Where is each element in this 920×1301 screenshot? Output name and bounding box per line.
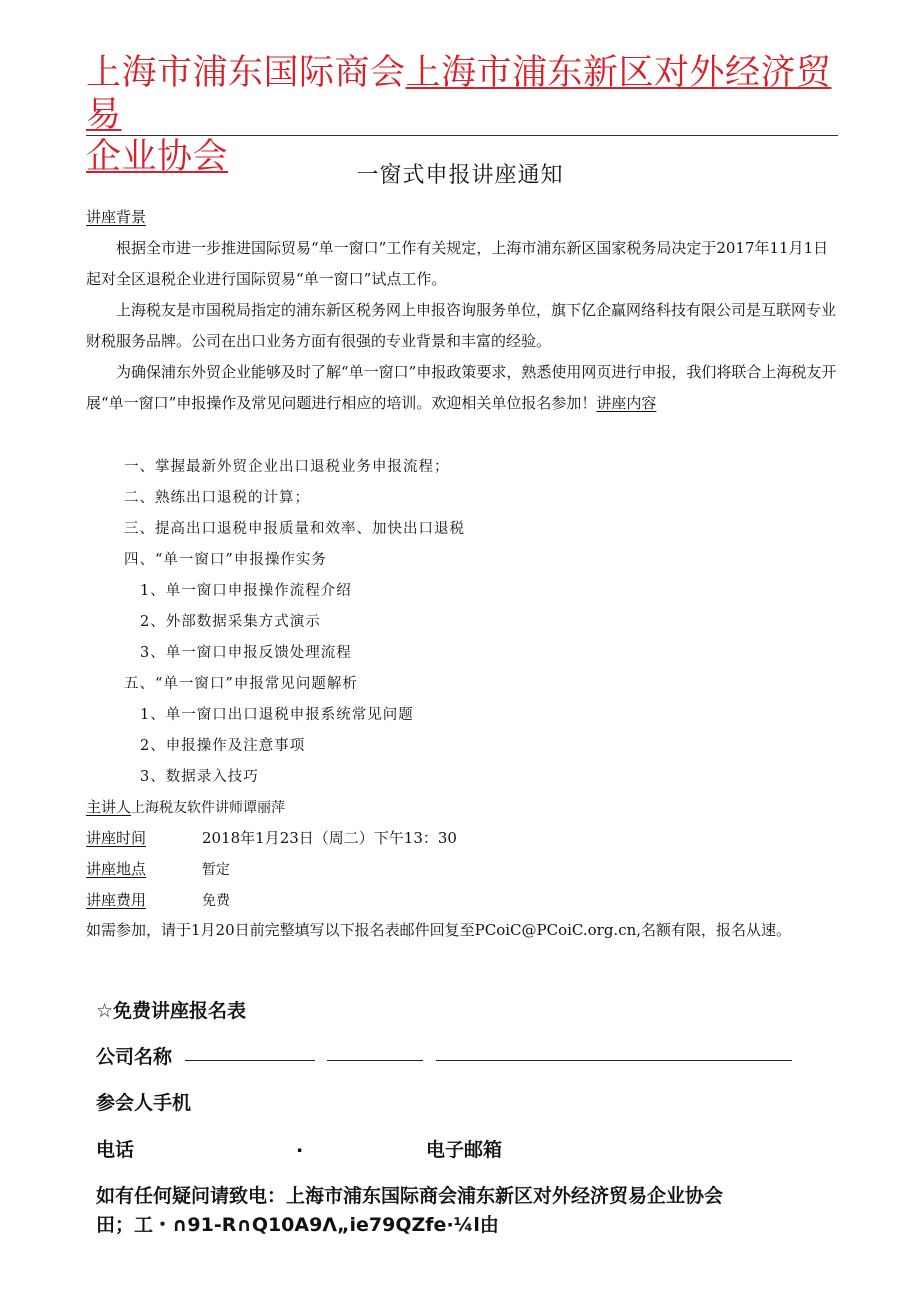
content-subitem-5-1: 1、单一窗口出口退税申报系统常见问题 [140, 707, 414, 723]
form-title: ☆免费讲座报名表 [96, 1000, 247, 1022]
speaker-row [86, 796, 285, 817]
fee-row [86, 889, 230, 910]
contact-line-1: 如有任何疑问请致电：上海市浦东国际商会浦东新区对外经济贸易企业协会 [96, 1185, 724, 1207]
content-heading: 讲座内容 [596, 394, 657, 412]
header-divider [86, 135, 838, 136]
time-value: 2018年1月23日（周二）下午13：30 [202, 829, 457, 847]
time-row [86, 827, 457, 848]
company-row [96, 1042, 792, 1069]
document-title: 一窗式申报讲座通知 [356, 163, 564, 188]
org-name-1: 上海市浦东国际商会 [86, 53, 406, 93]
content-subitem-4-3: 3、单一窗口申报反馈处理流程 [140, 645, 352, 661]
place-row [86, 858, 230, 879]
content-item-5: 五、“单一窗口”申报常见问题解析 [124, 676, 358, 692]
company-line-1[interactable] [185, 1060, 315, 1061]
content-item-2: 二、熟练出口退税的计算； [124, 490, 310, 506]
org-name-3: 企业协会 [86, 137, 229, 177]
contact-line-2: 田；工・∩91-R∩Q10A9Λ„ie79QZfe·¼l由 [96, 1214, 499, 1236]
content-subitem-5-3: 3、数据录入技巧 [140, 769, 259, 785]
background-heading: 讲座背景 [86, 208, 147, 226]
attendee-label: 参会人手机 [96, 1092, 192, 1114]
background-paragraph-2: 上海税友是市国税局指定的浦东新区税务网上申报咨询服务单位，旗下亿企赢网络科技有限公司是互联网专业财税服务品牌。公司在出口业务方面有很强的专业背景和丰富的经验。 [86, 301, 837, 350]
company-label: 公司名称 [96, 1046, 173, 1068]
background-paragraph-3 [86, 357, 838, 419]
email-label: 电子邮箱 [426, 1139, 503, 1161]
fee-value: 免费 [202, 893, 230, 909]
org-name-2: 上海市浦东新区对外经济贸易 [86, 53, 832, 135]
content-item-3: 三、提高出口退税申报质量和效率、加快出口退税 [124, 521, 465, 537]
speaker-label: 主讲人 [86, 798, 132, 816]
fee-label: 讲座费用 [86, 891, 147, 909]
company-line-2[interactable] [327, 1060, 423, 1061]
place-value: 暂定 [202, 862, 230, 878]
phone-label: 电话 [96, 1139, 135, 1161]
phone-dot: . [296, 1135, 304, 1157]
speaker-value: 上海税友软件讲师谭丽萍 [131, 800, 286, 816]
phone-email-row [96, 1135, 503, 1162]
place-label: 讲座地点 [86, 860, 147, 878]
paragraph-3-text: 为确保浦东外贸企业能够及时了解“单一窗口”申报政策要求，熟悉使用网页进行申报，我们将联合上海税友开展“单一窗口”申报操作及常见问题进行相应的培训。欢迎相关单位报名参加！ [86, 363, 837, 412]
content-subitem-5-2: 2、申报操作及注意事项 [140, 738, 306, 754]
content-subitem-4-1: 1、单一窗口申报操作流程介绍 [140, 583, 352, 599]
content-item-4: 四、“单一窗口”申报操作实务 [124, 552, 327, 568]
content-item-1: 一、掌握最新外贸企业出口退税业务申报流程； [124, 459, 450, 475]
content-subitem-4-2: 2、外部数据采集方式演示 [140, 614, 321, 630]
time-label: 讲座时间 [86, 829, 147, 847]
registration-notice: 如需参加，请于1月20日前完整填写以下报名表邮件回复至PCoiC@PCoiC.org.cn,名额有限，报名从速。 [86, 921, 792, 939]
background-paragraph-1: 根据全市进一步推进国际贸易“单一窗口”工作有关规定，上海市浦东新区国家税务局决定于2017年11月1日起对全区退税企业进行国际贸易“单一窗口”试点工作。 [86, 239, 829, 288]
company-line-3[interactable] [436, 1060, 792, 1061]
